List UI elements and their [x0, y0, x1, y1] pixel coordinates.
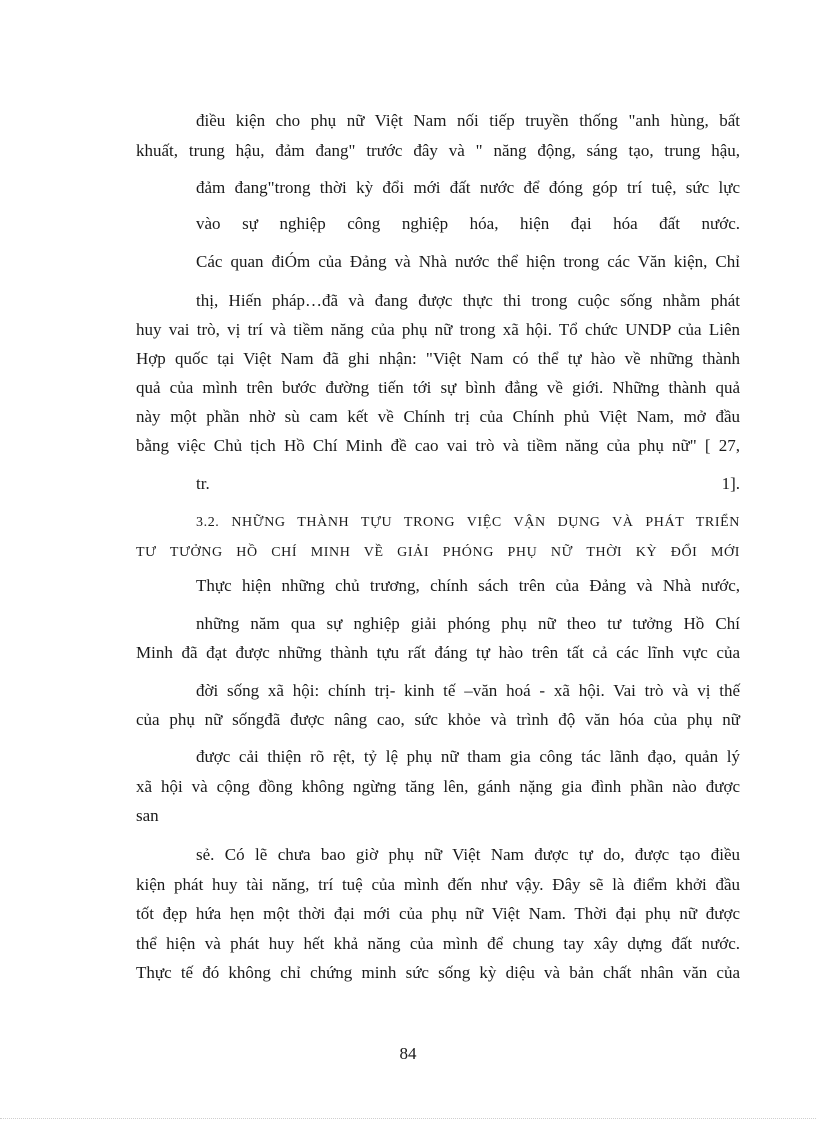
body-line-25: Thực tế đó không chỉ chứng minh sức sống kỳ diệu và bản chất nhân văn của — [136, 963, 740, 982]
body-line-6: thị, Hiến pháp…đã và đang được thực thi trong cuộc sống nhằm phát — [196, 291, 740, 310]
body-line-7: huy vai trò, vị trí và tiềm năng của phụ nữ trong xã hội. Tổ chức UNDP của Liên — [136, 320, 740, 339]
body-line-15: Minh đã đạt được những thành tựu rất đáng tự hào trên tất cả các lĩnh vực của — [136, 643, 740, 662]
body-line-10: này một phần nhờ sù cam kết về Chính trị của Chính phủ Việt Nam, mở đầu — [136, 407, 740, 426]
body-line-24: thể hiện và phát huy hết khả năng của mình để chung tay xây dựng đất nước. — [136, 934, 740, 953]
body-line-18: được cải thiện rõ rệt, tỷ lệ phụ nữ tham gia công tác lãnh đạo, quản lý — [196, 747, 740, 766]
body-line-17: của phụ nữ sốngđã được nâng cao, sức khỏe và trình độ văn hóa của phụ nữ — [136, 710, 740, 729]
section-heading-line-2: TƯ TƯỞNG HỒ CHÍ MINH VỀ GIẢI PHÓNG PHỤ NỮ THỜI KỲ ĐỔI MỚI — [136, 545, 740, 560]
page-number: 84 — [399, 1044, 417, 1063]
body-line-8: Hợp quốc tại Việt Nam đã ghi nhận: "Việt Nam có thể tự hào về những thành — [136, 349, 740, 368]
body-line-13: Thực hiện những chủ trương, chính sách trên của Đảng và Nhà nước, — [196, 576, 740, 595]
body-line-16: đời sống xã hội: chính trị- kinh tế –văn hoá - xã hội. Vai trò và vị thế — [196, 681, 740, 700]
body-line-22: kiện phát huy tài năng, trí tuệ của mình đến như vậy. Đây sẽ là điểm khởi đầu — [136, 875, 740, 894]
body-line-20: san — [136, 806, 159, 825]
section-heading-line-1: 3.2. NHỮNG THÀNH TỰU TRONG VIỆC VẬN DỤNG VÀ PHÁT TRIỂN — [196, 515, 740, 530]
body-line-2: khuất, trung hậu, đảm đang" trước đây và " năng động, sáng tạo, trung hậu, — [136, 141, 740, 160]
page-edge-divider — [0, 1118, 816, 1119]
body-line-3: đảm đang"trong thời kỳ đổi mới đất nước để đóng góp trí tuệ, sức lực — [196, 178, 740, 197]
body-line-21: sẻ. Có lẽ chưa bao giờ phụ nữ Việt Nam được tự do, được tạo điều — [196, 845, 740, 864]
body-line-11: bằng việc Chủ tịch Hồ Chí Minh đề cao vai trò và tiềm năng của phụ nữ" [ 27, — [136, 436, 740, 455]
body-line-5: Các quan điÓm của Đảng và Nhà nước thể hiện trong các Văn kiện, Chỉ — [196, 252, 740, 271]
body-line-4: vào sự nghiệp công nghiệp hóa, hiện đại hóa đất nước. — [196, 214, 740, 233]
body-line-12: tr. 1]. — [196, 474, 740, 493]
body-line-23: tốt đẹp hứa hẹn một thời đại mới của phụ nữ Việt Nam. Thời đại phụ nữ được — [136, 904, 740, 923]
body-line-14: những năm qua sự nghiệp giải phóng phụ nữ theo tư tưởng Hồ Chí — [196, 614, 740, 633]
body-line-1: điều kiện cho phụ nữ Việt Nam nối tiếp truyền thống "anh hùng, bất — [196, 111, 740, 130]
body-line-9: quả của mình trên bước đường tiến tới sự bình đẳng về giới. Những thành quả — [136, 378, 740, 397]
body-line-19: xã hội và cộng đồng không ngừng tăng lên, gánh nặng gia đình phần nào được — [136, 777, 740, 796]
